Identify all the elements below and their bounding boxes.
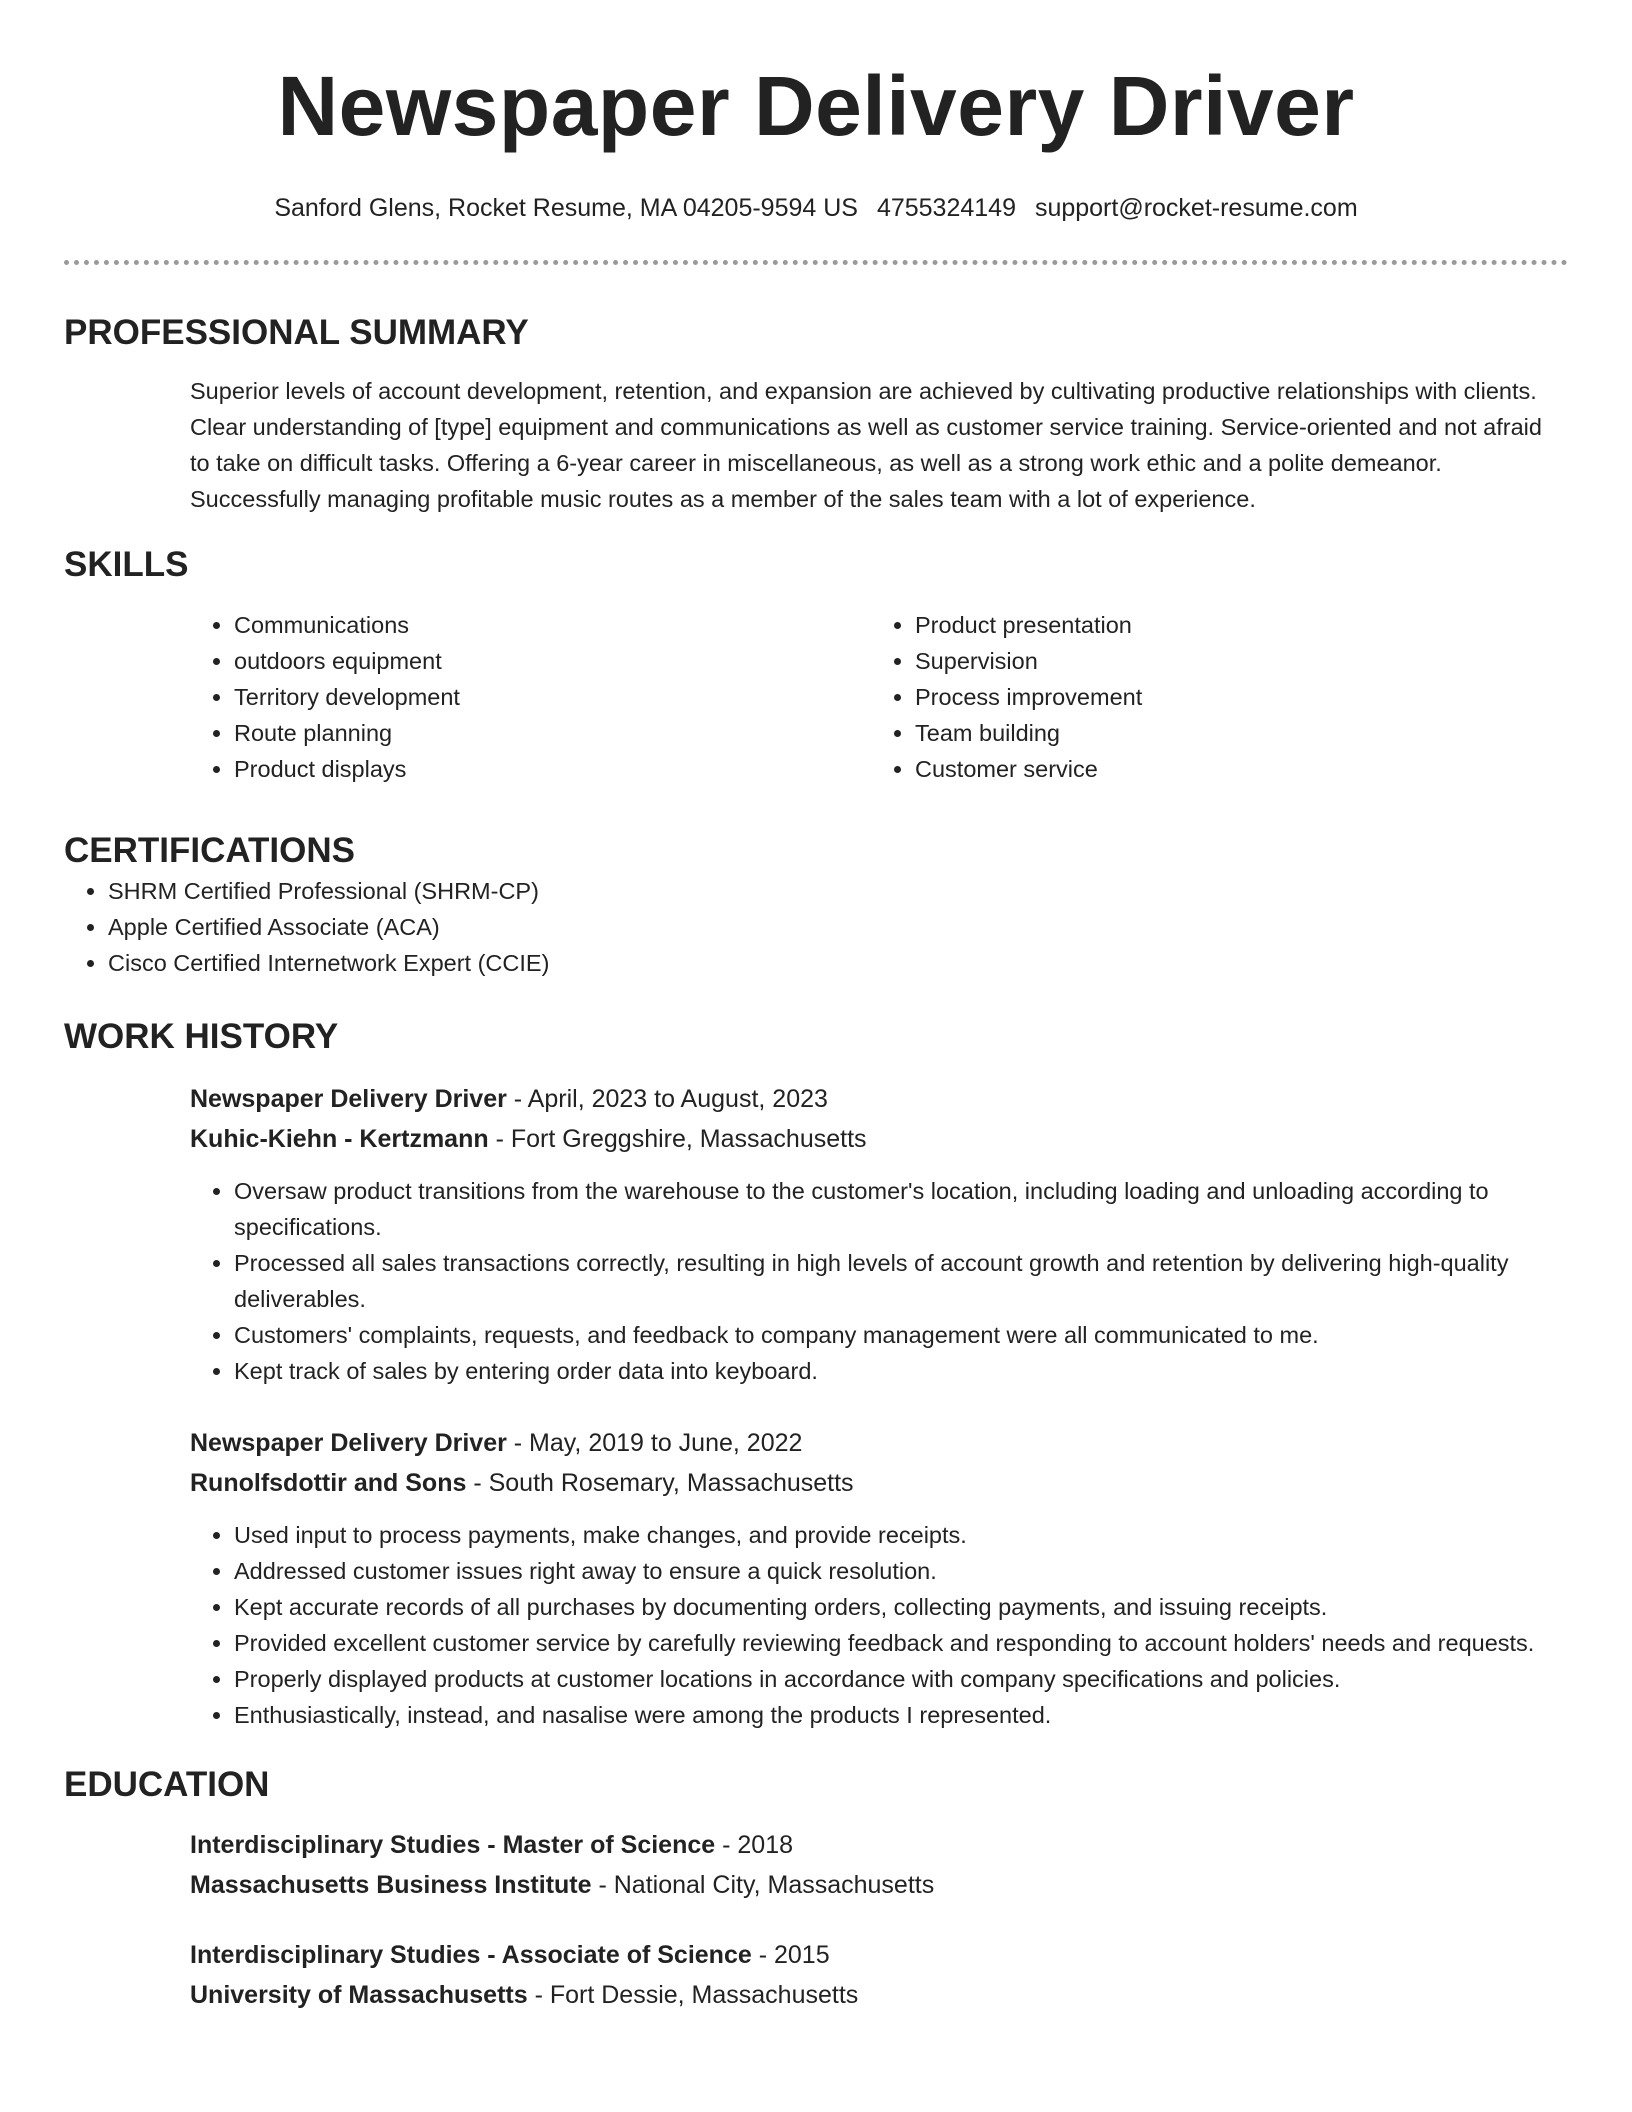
contact-address: Sanford Glens, Rocket Resume, MA 04205-9594 US (274, 194, 858, 222)
header-divider (64, 260, 1568, 265)
certifications-title: CERTIFICATIONS (64, 831, 356, 870)
job-duties (190, 1517, 1568, 1733)
certifications-section (64, 829, 1568, 981)
resume-name: Newspaper Delivery Driver (277, 59, 1355, 153)
skill-item: • Product presentation (915, 607, 1552, 643)
education-degree-line (190, 1825, 1568, 1865)
job-duty: • Kept accurate records of all purchases by documenting orders, collecting payments, and issuing receipts. (234, 1589, 1568, 1625)
job-entry (190, 1079, 1568, 1389)
job-duty: • Processed all sales transactions correctly, resulting in high levels of account growth and retention by delivering high-quality deliverables. (234, 1245, 1568, 1317)
education-degree: Interdisciplinary Studies - Master of Science (190, 1831, 716, 1859)
education-school: Massachusetts Business Institute (190, 1871, 592, 1899)
job-dates: - April, 2023 to August, 2023 (506, 1085, 828, 1113)
job-role: Newspaper Delivery Driver (190, 1085, 507, 1113)
job-duty: • Used input to process payments, make changes, and provide receipts. (234, 1517, 1568, 1553)
job-entry (190, 1423, 1568, 1733)
job-location: - South Rosemary, Massachusetts (466, 1469, 854, 1497)
job-company-line (190, 1119, 1568, 1159)
summary-text: Superior levels of account development, retention, and expansion are achieved by cultivating productive relationships with clients. Clear understanding of [type] equipment and communications as well as customer service training. Service-oriented and not afraid to take on difficult tasks. Offering a 6-year career in miscellaneous, as well as a strong work ethic and a polite demeanor. Successfully managing profitable music routes as a member of the sales team with a lot of experience. (190, 378, 1542, 512)
certification-item: • SHRM Certified Professional (SHRM-CP) (108, 873, 1568, 909)
job-company-line (190, 1463, 1568, 1503)
skills-grid (190, 607, 1568, 787)
skill-item: • Process improvement (915, 679, 1552, 715)
skills-column-left (190, 607, 871, 787)
certification-item: • Apple Certified Associate (ACA) (108, 909, 1568, 945)
job-role-line (190, 1423, 1568, 1463)
education-section (64, 1763, 1568, 2015)
certification-item: • Cisco Certified Internetwork Expert (CCIE) (108, 945, 1568, 981)
education-location: - Fort Dessie, Massachusetts (527, 1981, 859, 2009)
education-school-line (190, 1975, 1568, 2015)
skill-item: • Route planning (234, 715, 871, 751)
job-dates: - May, 2019 to June, 2022 (506, 1429, 803, 1457)
job-role-line (190, 1079, 1568, 1119)
skill-item: • Customer service (915, 751, 1552, 787)
skills-section (64, 543, 1568, 787)
skill-item: • Territory development (234, 679, 871, 715)
skill-item: • Product displays (234, 751, 871, 787)
job-location: - Fort Greggshire, Massachusetts (488, 1125, 867, 1153)
contact-email: support@rocket-resume.com (1034, 194, 1358, 222)
job-duty: • Properly displayed products at customer locations in accordance with company specifications and policies. (234, 1661, 1568, 1697)
education-school-line (190, 1865, 1568, 1905)
job-company: Kuhic-Kiehn - Kertzmann (190, 1125, 489, 1153)
education-degree: Interdisciplinary Studies - Associate of Science (190, 1941, 752, 1969)
job-duty: • Provided excellent customer service by carefully reviewing feedback and responding to account holders' needs and requests. (234, 1625, 1568, 1661)
contact-line (64, 190, 1568, 226)
skills-title: SKILLS (64, 545, 189, 584)
job-duties (190, 1173, 1568, 1389)
job-duty: • Customers' complaints, requests, and feedback to company management were all communicated to me. (234, 1317, 1568, 1353)
job-role: Newspaper Delivery Driver (190, 1429, 507, 1457)
education-title: EDUCATION (64, 1765, 270, 1804)
education-degree-line (190, 1935, 1568, 1975)
skill-item: • Team building (915, 715, 1552, 751)
job-company: Runolfsdottir and Sons (190, 1469, 467, 1497)
job-duty: • Oversaw product transitions from the warehouse to the customer's location, including loading and unloading according to specifications. (234, 1173, 1568, 1245)
work-history-title: WORK HISTORY (64, 1017, 339, 1056)
education-location: - National City, Massachusetts (591, 1871, 935, 1899)
skill-item: • outdoors equipment (234, 643, 871, 679)
education-year: - 2018 (715, 1831, 794, 1859)
summary-title: PROFESSIONAL SUMMARY (64, 313, 529, 352)
job-duty: • Addressed customer issues right away to ensure a quick resolution. (234, 1553, 1568, 1589)
job-duty: • Enthusiastically, instead, and nasalise were among the products I represented. (234, 1697, 1568, 1733)
job-duty: • Kept track of sales by entering order data into keyboard. (234, 1353, 1568, 1389)
education-entry (190, 1935, 1568, 2015)
education-entry (190, 1825, 1568, 1905)
certifications-list (64, 873, 1568, 981)
work-history-section (64, 1015, 1568, 1733)
skill-item: • Communications (234, 607, 871, 643)
contact-phone: 4755324149 (876, 194, 1016, 222)
skills-column-right (871, 607, 1552, 787)
summary-section (64, 311, 1568, 517)
education-school: University of Massachusetts (190, 1981, 528, 2009)
education-year: - 2015 (751, 1941, 830, 1969)
skill-item: • Supervision (915, 643, 1552, 679)
